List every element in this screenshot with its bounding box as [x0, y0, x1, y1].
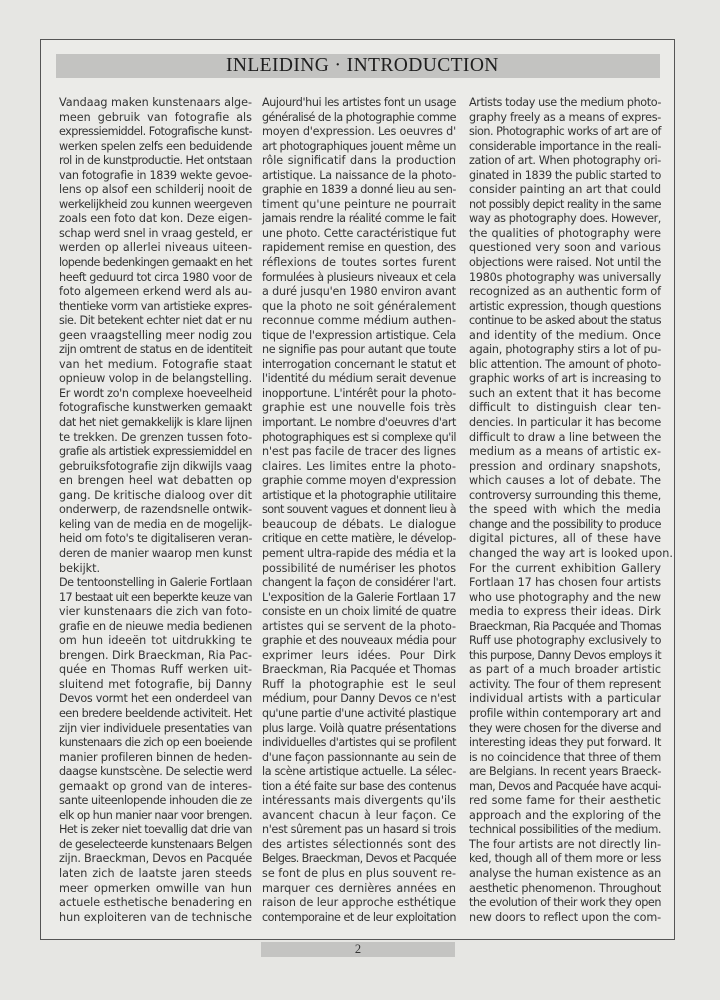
text-line: analyse the human existence as an: [469, 866, 661, 880]
text-line: rol in de kunstproductie. Het ontstaan: [59, 154, 252, 168]
text-line: activity. The four of them represent: [469, 677, 662, 691]
text-line: reconnue comme médium authen-: [262, 314, 456, 328]
text-line: om hun ideeën tot uitdrukking te: [59, 634, 252, 648]
text-line: médium, pour Danny Devos ce n'est: [262, 692, 456, 706]
text-line: geen vraagstelling meer nodig zou: [59, 328, 252, 342]
text-line: The four artists are not directly lin-: [469, 837, 661, 851]
text-line: keling van de media en de mogelijk-: [59, 517, 252, 531]
text-line: red some fame for their aesthetic: [469, 794, 661, 808]
text-line: gang. De kritische dialoog over dit: [59, 488, 252, 502]
text-line: continue to be asked about the status: [469, 314, 661, 328]
text-line: critique en cette matière, le dévelop-: [262, 532, 456, 546]
page-number: 2: [354, 942, 362, 956]
text-line: laten zich de laatste jaren steeds: [59, 866, 252, 880]
text-line: exprimer leurs idées. Pour Dirk: [262, 648, 456, 662]
text-line: hun exploiteren van de technische: [59, 910, 252, 924]
text-line: de geselecteerde kunstenaars Belgen: [59, 837, 252, 851]
text-line: zijn vier individuele presentaties van: [59, 721, 252, 735]
text-line: werkelijkheid zou kunnen weergeven: [59, 197, 252, 211]
text-line: gebruiksfotografie zijn dikwijls vaag: [59, 459, 252, 473]
text-line: man, Devos and Pacquée have acqui-: [469, 779, 661, 793]
text-line: aesthetic phenomenon. Throughout: [469, 881, 661, 895]
text-line: se font de plus en plus souvent re-: [262, 866, 456, 880]
text-line: L'exposition de la Galerie Fortlaan 17: [262, 590, 456, 604]
text-line: graphie en 1839 a donné lieu au sen-: [262, 183, 456, 197]
text-line: lens op alsof een schilderij nooit de: [59, 183, 252, 197]
text-line: possibilité de numériser les photos: [262, 561, 456, 575]
text-line: n'est pas facile de tracer des lignes: [262, 445, 456, 459]
text-line: consider painting an art that could: [469, 183, 661, 197]
text-line: 17 bestaat uit een beperkte keuze van: [59, 590, 252, 604]
text-line: tion a été faite sur base des contenus: [262, 779, 456, 793]
text-line: des artistes sélectionnés sont des: [262, 837, 456, 851]
text-line: Vandaag maken kunstenaars alge-: [59, 96, 252, 109]
text-line: marquer ces dernières années en: [262, 881, 456, 895]
text-line: a duré jusqu'en 1980 environ avant: [262, 285, 456, 299]
text-line: schap werd snel in vraag gesteld, er: [59, 226, 252, 240]
text-line: difficult to distinguish clear ten-: [469, 401, 661, 415]
text-line: which causes a lot of debate. The: [469, 474, 661, 488]
text-line: zijn omtrent de status en de identiteit: [59, 343, 252, 357]
text-line: d'une façon passionnante au sein de: [262, 750, 456, 764]
text-line: expressiemiddel. Fotografische kunst-: [59, 125, 252, 139]
text-line: l'identité du médium serait devenue: [262, 372, 456, 386]
text-line: avancent chacun à leur façon. Ce: [262, 808, 456, 822]
text-line: Aujourd'hui les artistes font un usage: [262, 96, 456, 109]
text-line: réflexions de toutes sortes furent: [262, 256, 456, 270]
text-line: is no coincidence that three of them: [469, 750, 661, 764]
text-line: bekijkt.: [59, 561, 101, 575]
text-line: vier kunstenaars die zich van foto-: [59, 605, 252, 619]
text-line: grafie als artistiek expressiemiddel en: [59, 445, 252, 459]
text-line: beaucoup de débats. Le dialogue: [262, 517, 456, 531]
text-line: une photo. Cette caractéristique fut: [262, 226, 456, 240]
text-line: que la photo ne soit généralement: [262, 299, 456, 313]
text-line: objections were raised. Not until the: [469, 256, 661, 270]
text-line: consiste en un choix limité de quatre: [262, 605, 456, 619]
text-line: heeft geduurd tot circa 1980 voor de: [59, 270, 252, 284]
text-line: controversy surrounding this theme,: [469, 488, 661, 502]
text-line: graphie comme moyen d'expression: [262, 474, 456, 488]
text-line: new doors to reflect upon the com-: [469, 910, 661, 924]
text-line: deren de manier waarop men kunst: [59, 546, 252, 560]
text-line: manier profileren binnen de heden-: [59, 750, 252, 764]
text-line: gemaakt op grond van de interes-: [59, 779, 252, 793]
text-line: Devos vormt het een onderdeel van: [59, 692, 252, 706]
text-line: zijn. Braeckman, Devos en Pacquée: [59, 852, 252, 866]
text-line: sion. Photographic works of art are of: [469, 125, 661, 139]
text-line: photographiques est si complexe qu'il: [262, 430, 456, 444]
text-line: qu'une partie d'une activité plastique: [262, 706, 456, 720]
text-line: they were chosen for the diverse and: [469, 721, 661, 735]
text-line: blic attention. The amount of photo-: [469, 357, 661, 371]
text-line: ne signifie pas pour autant que toute: [262, 343, 456, 357]
text-line: een bredere beeldende activiteit. Het: [59, 706, 252, 720]
text-line: not possibly depict reality in the same: [469, 197, 661, 211]
text-line: rôle significatif dans la production: [262, 154, 456, 168]
text-line: graphie est une nouvelle fois très: [262, 401, 456, 415]
text-line: recognized as an authentic form of: [469, 285, 661, 299]
text-line: approach and the exploring of the: [469, 808, 661, 822]
column-dutch: [59, 96, 252, 925]
text-line: media to express their ideas. Dirk: [469, 605, 661, 619]
text-line: artistic expression, though questions: [469, 299, 661, 313]
text-line: difficult to draw a line between the: [469, 430, 662, 444]
text-line: the speed with which the media: [469, 503, 661, 517]
text-line: opnieuw volop in de belangstelling.: [59, 372, 252, 386]
text-line: important. Le nombre d'oeuvres d'art: [262, 416, 456, 430]
page-title: INLEIDING · INTRODUCTION: [226, 55, 499, 76]
text-line: as part of a much broader artistic: [469, 663, 661, 677]
text-line: rapidement remise en question, des: [262, 241, 456, 255]
text-line: brengen. Dirk Braeckman, Ria Pac-: [59, 648, 252, 662]
text-line: onderwerp, de razendsnelle ontwik-: [59, 503, 252, 517]
text-line: the evolution of their work they open: [469, 896, 661, 910]
text-line: van het medium. Fotografie staat: [59, 357, 252, 371]
text-line: daagse kunstscène. De selectie werd: [59, 765, 252, 779]
text-line: raison de leur approche esthétique: [262, 896, 456, 910]
text-line: art photographiques jouent même un: [262, 139, 456, 153]
text-line: kunstenaars die zich op een boeiende: [59, 736, 252, 750]
text-line: graphie et des nouveaux média pour: [262, 634, 456, 648]
text-line: elk op hun manier naar voor brengen.: [59, 808, 252, 822]
column-french: [262, 96, 456, 925]
text-line: ked, though all of them more or less: [469, 852, 661, 866]
text-line: are Belgians. In recent years Braeck-: [469, 765, 661, 779]
text-line: meer opmerken omwille van hun: [59, 881, 252, 895]
text-line: zoals een foto dat kon. Deze eigen-: [59, 212, 252, 226]
text-line: claires. Les limites entre la photo-: [262, 459, 456, 473]
text-line: individual artists with a particular: [469, 692, 661, 706]
text-line: zation of art. When photography ori-: [469, 154, 661, 168]
text-line: who use photography and the new: [469, 590, 661, 604]
text-line: this purpose, Danny Devos employs it: [469, 648, 661, 662]
text-line: such an extent that it has become: [469, 386, 661, 400]
text-line: timent qu'une peinture ne pourrait: [262, 197, 456, 211]
text-line: changent la façon de considérer l'art.: [262, 576, 456, 590]
text-line: en brengen heel wat debatten op: [59, 474, 252, 488]
text-line: dencies. In particular it has become: [469, 416, 661, 430]
text-line: n'est sûrement pas un hasard si trois: [262, 823, 456, 837]
text-line: Ruff use photography exclusively to: [469, 634, 662, 648]
text-line: fotografische kunstwerken gemaakt: [59, 401, 252, 415]
text-line: contemporaine et de leur exploitation: [262, 910, 456, 924]
text-line: the qualities of photography were: [469, 226, 661, 240]
text-line: meen gebruik van fotografie als: [59, 110, 252, 124]
text-line: sluitend met fotografie, bij Danny: [59, 677, 252, 691]
text-line: foto algemeen erkend werd als au-: [59, 285, 252, 299]
text-line: artistique. La naissance de la photo-: [262, 168, 456, 182]
text-line: artistique et la photographie utilitaire: [262, 488, 456, 502]
text-line: intéressants mais divergents qu'ils: [262, 794, 456, 808]
text-line: pression and ordinary snapshots,: [469, 459, 661, 473]
text-line: again, photography stirs a lot of pu-: [469, 343, 661, 357]
text-line: Belges. Braeckman, Devos et Pacquée: [262, 852, 456, 866]
text-line: profile within contemporary art and: [469, 706, 661, 720]
text-line: la scène artistique actuelle. La sélec-: [262, 765, 456, 779]
text-line: actuele esthetische benadering en: [59, 896, 252, 910]
text-line: formulées à plusieurs niveaux et cela: [262, 270, 456, 284]
text-line: individuelles d'artistes qui se profilent: [262, 736, 456, 750]
text-line: Ruff la photographie est le seul: [262, 677, 456, 691]
text-line: interesting ideas they put forward. It: [469, 736, 661, 750]
text-line: graphy freely as a means of expres-: [469, 110, 661, 124]
text-line: For the current exhibition Gallery: [469, 561, 661, 575]
text-line: lopende bedenkingen gemaakt en het: [59, 256, 252, 270]
text-line: tique de l'expression artistique. Cela: [262, 328, 456, 342]
text-line: graphic works of art is increasing to: [469, 372, 661, 386]
text-line: sante uiteenlopende inhouden die ze: [59, 794, 252, 808]
text-line: digital pictures, all of these have: [469, 532, 661, 546]
text-line: De tentoonstelling in Galerie Fortlaan: [59, 576, 252, 590]
text-line: Fortlaan 17 has chosen four artists: [469, 576, 661, 590]
text-line: te trekken. De grenzen tussen foto-: [59, 430, 252, 444]
text-line: Braeckman, Ria Pacquée et Thomas: [262, 663, 456, 677]
text-line: grafie en de nieuwe media bedienen: [59, 619, 252, 633]
text-line: werden op allerlei niveaus uiteen-: [59, 241, 252, 255]
text-line: jamais rendre la réalité comme le fait: [262, 212, 456, 226]
text-line: interrogation concernant le statut et: [262, 357, 456, 371]
text-line: inopportune. L'intérêt pour la photo-: [262, 386, 456, 400]
text-line: van fotografie in 1839 wekte gevoe-: [59, 168, 252, 182]
text-line: and identity of the medium. Once: [469, 328, 661, 342]
text-line: Artists today use the medium photo-: [469, 96, 661, 109]
text-line: sie. Dit betekent echter niet dat er nu: [59, 314, 252, 328]
text-line: Het is zeker niet toevallig dat drie van: [59, 823, 252, 837]
text-line: quée en Thomas Ruff werken uit-: [59, 663, 252, 677]
text-line: 1980s photography was universally: [469, 270, 661, 284]
text-line: ginated in 1839 the public started to: [469, 168, 661, 182]
text-line: moyen d'expression. Les oeuvres d': [262, 125, 456, 139]
text-line: dat het niet gemakkelijk is klare lijnen: [59, 416, 252, 430]
column-english: [469, 96, 673, 925]
text-line: medium as a means of artistic ex-: [469, 445, 661, 459]
text-line: sont souvent vagues et donnent lieu à: [262, 503, 456, 517]
text-line: pement ultra-rapide des média et la: [262, 546, 456, 560]
text-line: changed the way art is looked upon.: [469, 546, 673, 560]
text-line: questioned very soon and various: [469, 241, 661, 255]
text-line: artistes qui se servent de la photo-: [262, 619, 456, 633]
text-line: werken spelen zelfs een beduidende: [59, 139, 252, 153]
text-line: way as photography does. However,: [469, 212, 661, 226]
text-line: heid om foto's te digitaliseren veran-: [59, 532, 252, 546]
text-line: change and the possibility to produce: [469, 517, 661, 531]
text-line: généralisé de la photographie comme: [262, 110, 456, 124]
text-line: technical possibilities of the medium.: [469, 823, 661, 837]
text-line: considerable importance in the reali-: [469, 139, 661, 153]
text-line: Er wordt zo'n complexe hoeveelheid: [59, 386, 252, 400]
text-line: plus large. Voilà quatre présentations: [262, 721, 456, 735]
text-line: Braeckman, Ria Pacquée and Thomas: [469, 619, 661, 633]
text-line: thentieke vorm van artistieke expres-: [59, 299, 252, 313]
